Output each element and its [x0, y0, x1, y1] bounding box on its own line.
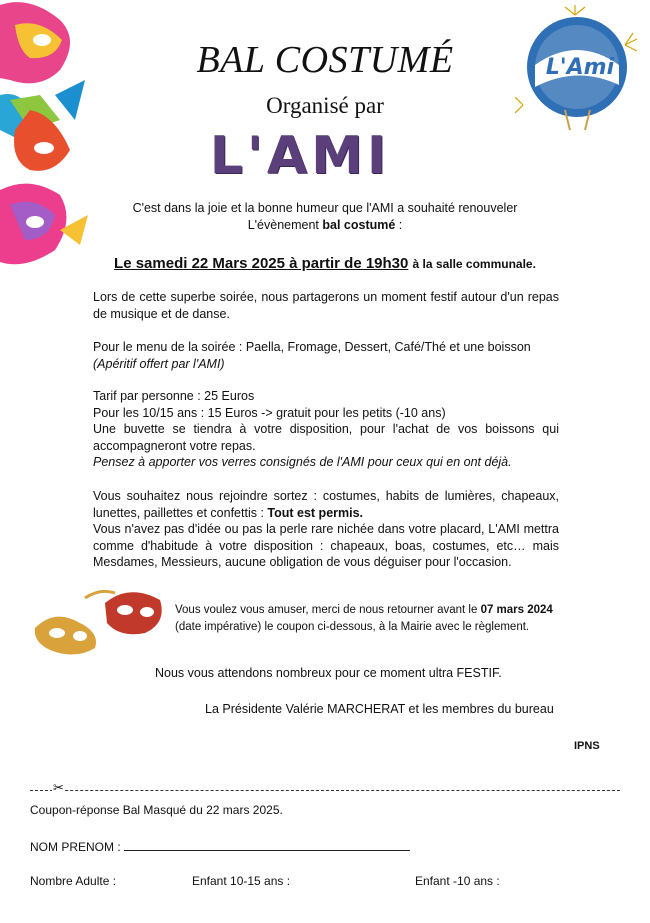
ipns-mark: IPNS — [574, 740, 600, 752]
event-date-main: Le samedi 22 Mars 2025 à partir de 19h30 — [114, 255, 409, 272]
paragraph-1: Lors de cette superbe soirée, nous partagerons un moment festif autour d'un repas de musique et de danse. — [93, 290, 559, 321]
costumes-text: Vous souhaitez nous rejoindre sortez : costumes, habits de lumières, chapeaux, lunettes, paillettes et confettis : — [93, 489, 559, 520]
dashed-line — [30, 790, 620, 791]
scissors-icon: ✂ — [53, 781, 64, 796]
brand-name: L'AMI — [209, 126, 391, 186]
intro-line-2-prefix: L'évènement — [247, 217, 323, 232]
adult-count-label: Nombre Adulte : — [30, 874, 117, 888]
signature: La Présidente Valérie MARCHERAT et les membres du bureau — [205, 702, 554, 716]
page-title: BAL COSTUMÉ — [196, 39, 454, 81]
child-count-label: Enfant 10-15 ans : — [192, 874, 291, 888]
return-deadline: 07 mars 2024 — [480, 604, 553, 616]
coupon-title: Coupon-réponse Bal Masqué du 22 mars 2025. — [30, 803, 283, 817]
intro-line-1: C'est dans la joie et la bonne humeur que l'AMI a souhaité renouveler — [132, 201, 518, 215]
return-note — [175, 602, 575, 635]
price-adult: Tarif par personne : 25 Euros — [93, 389, 255, 403]
price-child: Pour les 10/15 ans : 15 Euros -> gratuit pour les petits (-10 ans) — [93, 405, 446, 420]
costumes-bold: Tout est permis. — [267, 505, 364, 520]
closing-wait: Nous vous attendons nombreux pour ce moment ultra FESTIF. — [155, 666, 502, 680]
paragraph-pricing — [93, 388, 559, 471]
return-note-line-1 — [175, 602, 575, 619]
intro-text — [0, 200, 650, 233]
coupon-cut-line — [30, 783, 620, 797]
return-note-line-2: (date impérative) le coupon ci-dessous, à la Mairie avec le règlement. — [175, 620, 530, 633]
return-note-text: Vous voulez vous amuser, merci de nous retourner avant le — [175, 604, 481, 616]
gold-mask-icon — [25, 578, 170, 663]
paragraph-costumes — [93, 488, 559, 521]
intro-line-2-bold: bal costumé — [322, 217, 396, 232]
gold-masks-decoration — [25, 578, 170, 663]
name-label: NOM PRENOM : — [30, 840, 121, 854]
paragraph-menu — [93, 339, 559, 372]
menu-line: Pour le menu de la soirée : Paella, Fromage, Dessert, Café/Thé et une boisson — [93, 340, 531, 354]
intro-line-2 — [0, 217, 650, 234]
glasses-note: Pensez à apporter vos verres consignés de l'AMI pour ceux qui en ont déjà. — [93, 455, 512, 469]
event-date-venue: à la salle communale. — [412, 257, 536, 271]
organized-by: Organisé par — [266, 93, 384, 118]
small-child-count-label: Enfant -10 ans : — [415, 874, 500, 888]
logo-text: L'Ami — [545, 55, 615, 80]
buvette-text: Une buvette se tiendra à votre disposition, pour l'achat de vos boissons qui accompagneront votre repas. — [93, 422, 559, 453]
intro-line-2-suffix: : — [395, 217, 403, 232]
name-field[interactable] — [124, 838, 410, 851]
menu-aperitif: (Apéritif offert par l'AMI) — [93, 356, 225, 371]
event-date — [0, 255, 650, 272]
coupon-name-row — [30, 838, 410, 854]
paragraph-no-idea: Vous n'avez pas d'idée ou pas la perle rare nichée dans votre placard, L'AMI mettra comme d'habitude à votre disposition : chapeaux, boas, costumes, etc… mais Mesdames, Messieurs, aucune obligation de vous déguiser pour l'occasion. — [93, 522, 559, 569]
